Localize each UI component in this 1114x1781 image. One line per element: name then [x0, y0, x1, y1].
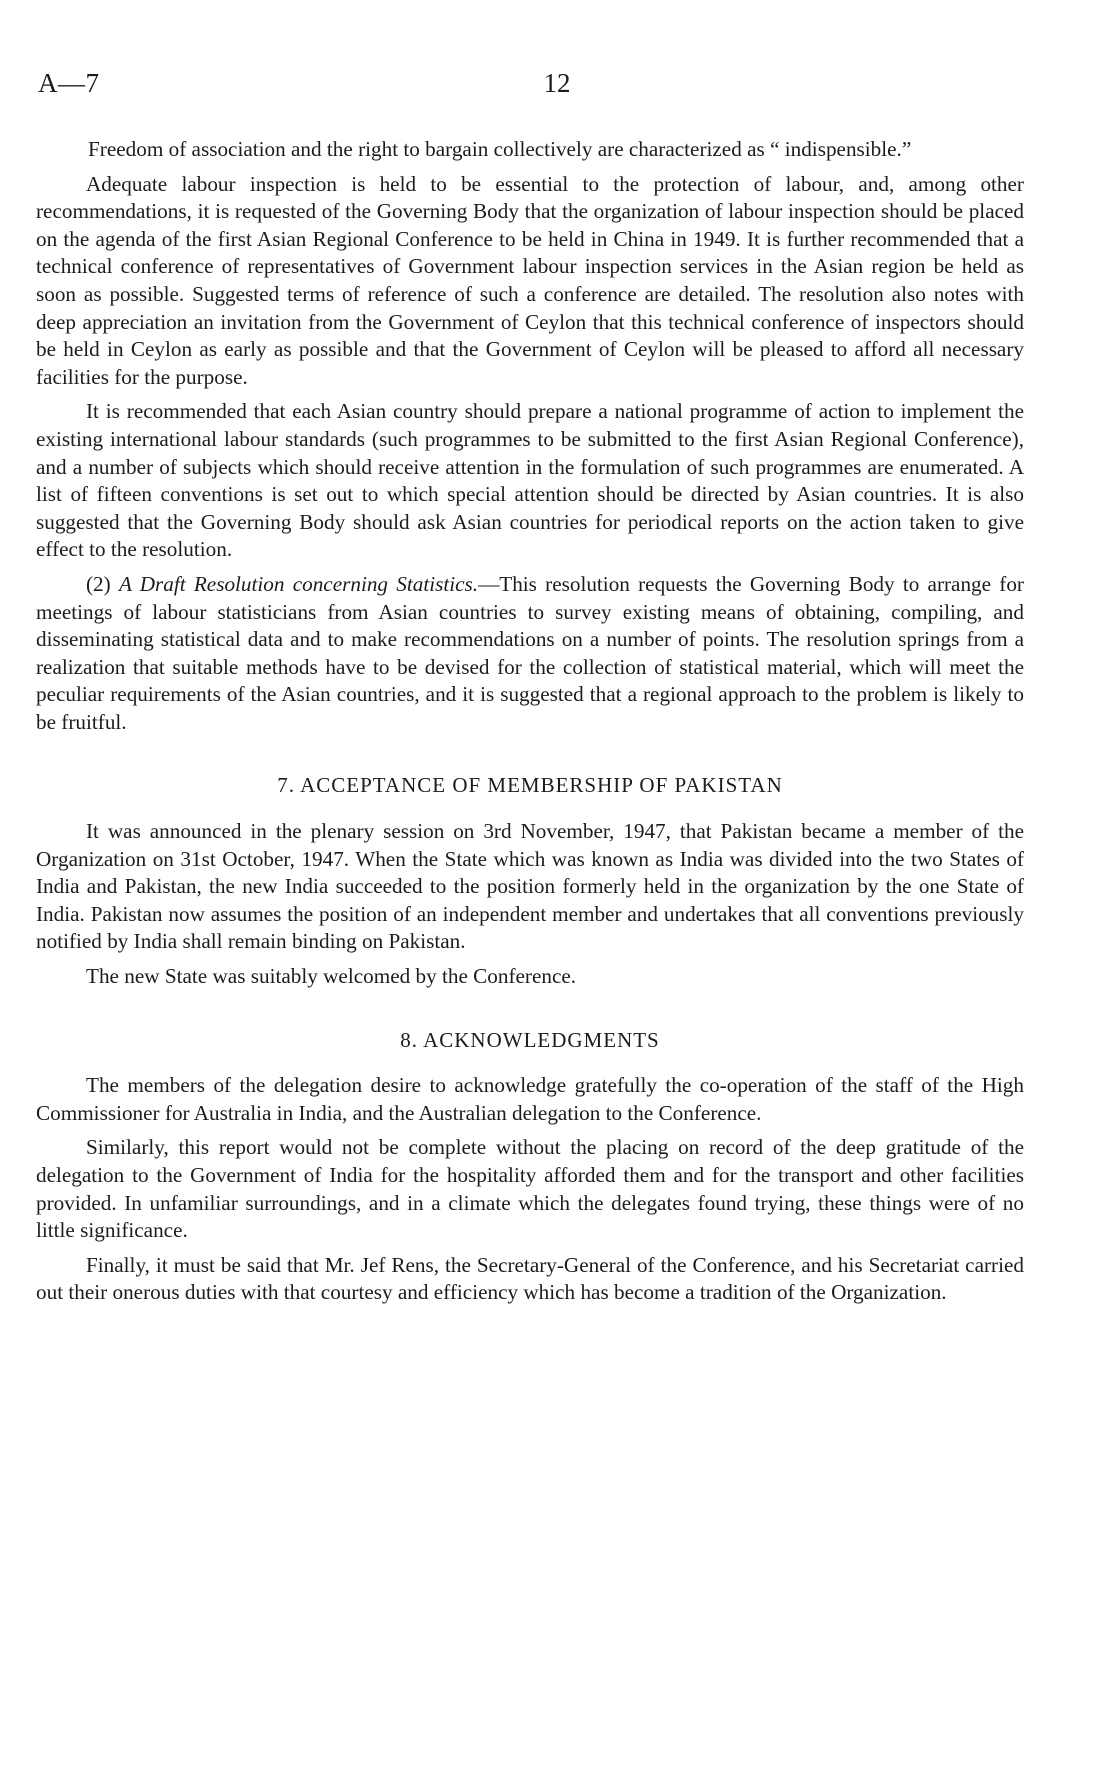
section-label: A—7: [38, 68, 100, 98]
section-heading-pakistan: 7. ACCEPTANCE OF MEMBERSHIP OF PAKISTAN: [277, 773, 783, 798]
section-heading-acknowledgments: 8. ACKNOWLEDGMENTS: [400, 1027, 660, 1052]
resolution-text: —This resolution requests the Governing Body to arrange for meetings of labour statisticians from Asian countries to survey existing means of obtaining, compiling, and disseminating statistical data and to make recommendations on a number of points. The resolution springs from a realization that suitable methods have to be devised for the collection of statistical material, which will meet the peculiar requirements of the Asian countries, and it is suggested that a regional approach to the problem is likely to be fruitful.: [36, 571, 1024, 734]
paragraph-national-programme: It is recommended that each Asian country should prepare a national programme of action to implement the existing international labour standards (such programmes to be submitted to the first Asian Regional Conference), and a number of subjects which should receive attention in the formulation of such programmes are enumerated. A list of fifteen conventions is set out to which special attention should be directed by Asian countries. It is also suggested that the Governing Body should ask Asian countries for periodical reports on the action taken to give effect to the resolution.: [36, 399, 1024, 562]
paragraph-gratitude-india: Similarly, this report would not be complete without the placing on record of the deep gratitude of the delegation to the Government of India for the hospitality afforded them and for the transport and other facilities provided. In unfamiliar surroundings, and in a climate which the delegates found trying, these things were of no little significance.: [36, 1135, 1024, 1243]
body-text: [36, 136, 1024, 1314]
paragraph-pakistan-welcome: The new State was suitably welcomed by the Conference.: [86, 964, 577, 989]
resolution-title: A Draft Resolution concerning Statistics.: [118, 571, 479, 596]
paragraph-draft-resolution-statistics: [36, 571, 1024, 737]
paragraph-secretariat: Finally, it must be said that Mr. Jef Rens, the Secretary-General of the Conference, and his Secretariat carried out their onerous duties with that courtesy and efficiency which has become a tradition of the Organization.: [36, 1252, 1024, 1305]
paragraph-labour-inspection: Adequate labour inspection is held to be essential to the protection of labour, and, among other recommendations, it is requested of the Governing Body that the organization of labour inspection should be placed on the agenda of the first Asian Regional Conference to be held in China in 1949. It is further recommended that a technical conference of representatives of Government labour inspection services in the Asian region be held as soon as possible. Suggested terms of reference of such a conference are detailed. The resolution also notes with deep appreciation an invitation from the Government of Ceylon that this technical conference of inspectors should be held in Ceylon as early as possible and that the Government of Ceylon will be pleased to afford all necessary facilities for the purpose.: [36, 171, 1024, 389]
paragraph-acknowledge-staff: The members of the delegation desire to acknowledge gratefully the co-operation of the staff of the High Commissioner for Australia in India, and the Australian delegation to the Conference.: [36, 1073, 1024, 1125]
page-number: 12: [543, 68, 571, 98]
paragraph-number: (2): [86, 571, 119, 596]
paragraph-freedom-of-association: Freedom of association and the right to bargain collectively are characterized as “ indispensible.”: [88, 137, 912, 161]
paragraph-pakistan-membership: It was announced in the plenary session on 3rd November, 1947, that Pakistan became a member of the Organization on 31st October, 1947. When the State which was known as India was divided into the two States of India and Pakistan, the new India succeeded to the position formerly held in the organization by the one State of India. Pakistan now assumes the position of an independent member and undertakes that all conventions previously notified by India shall remain binding on Pakistan.: [36, 819, 1024, 954]
